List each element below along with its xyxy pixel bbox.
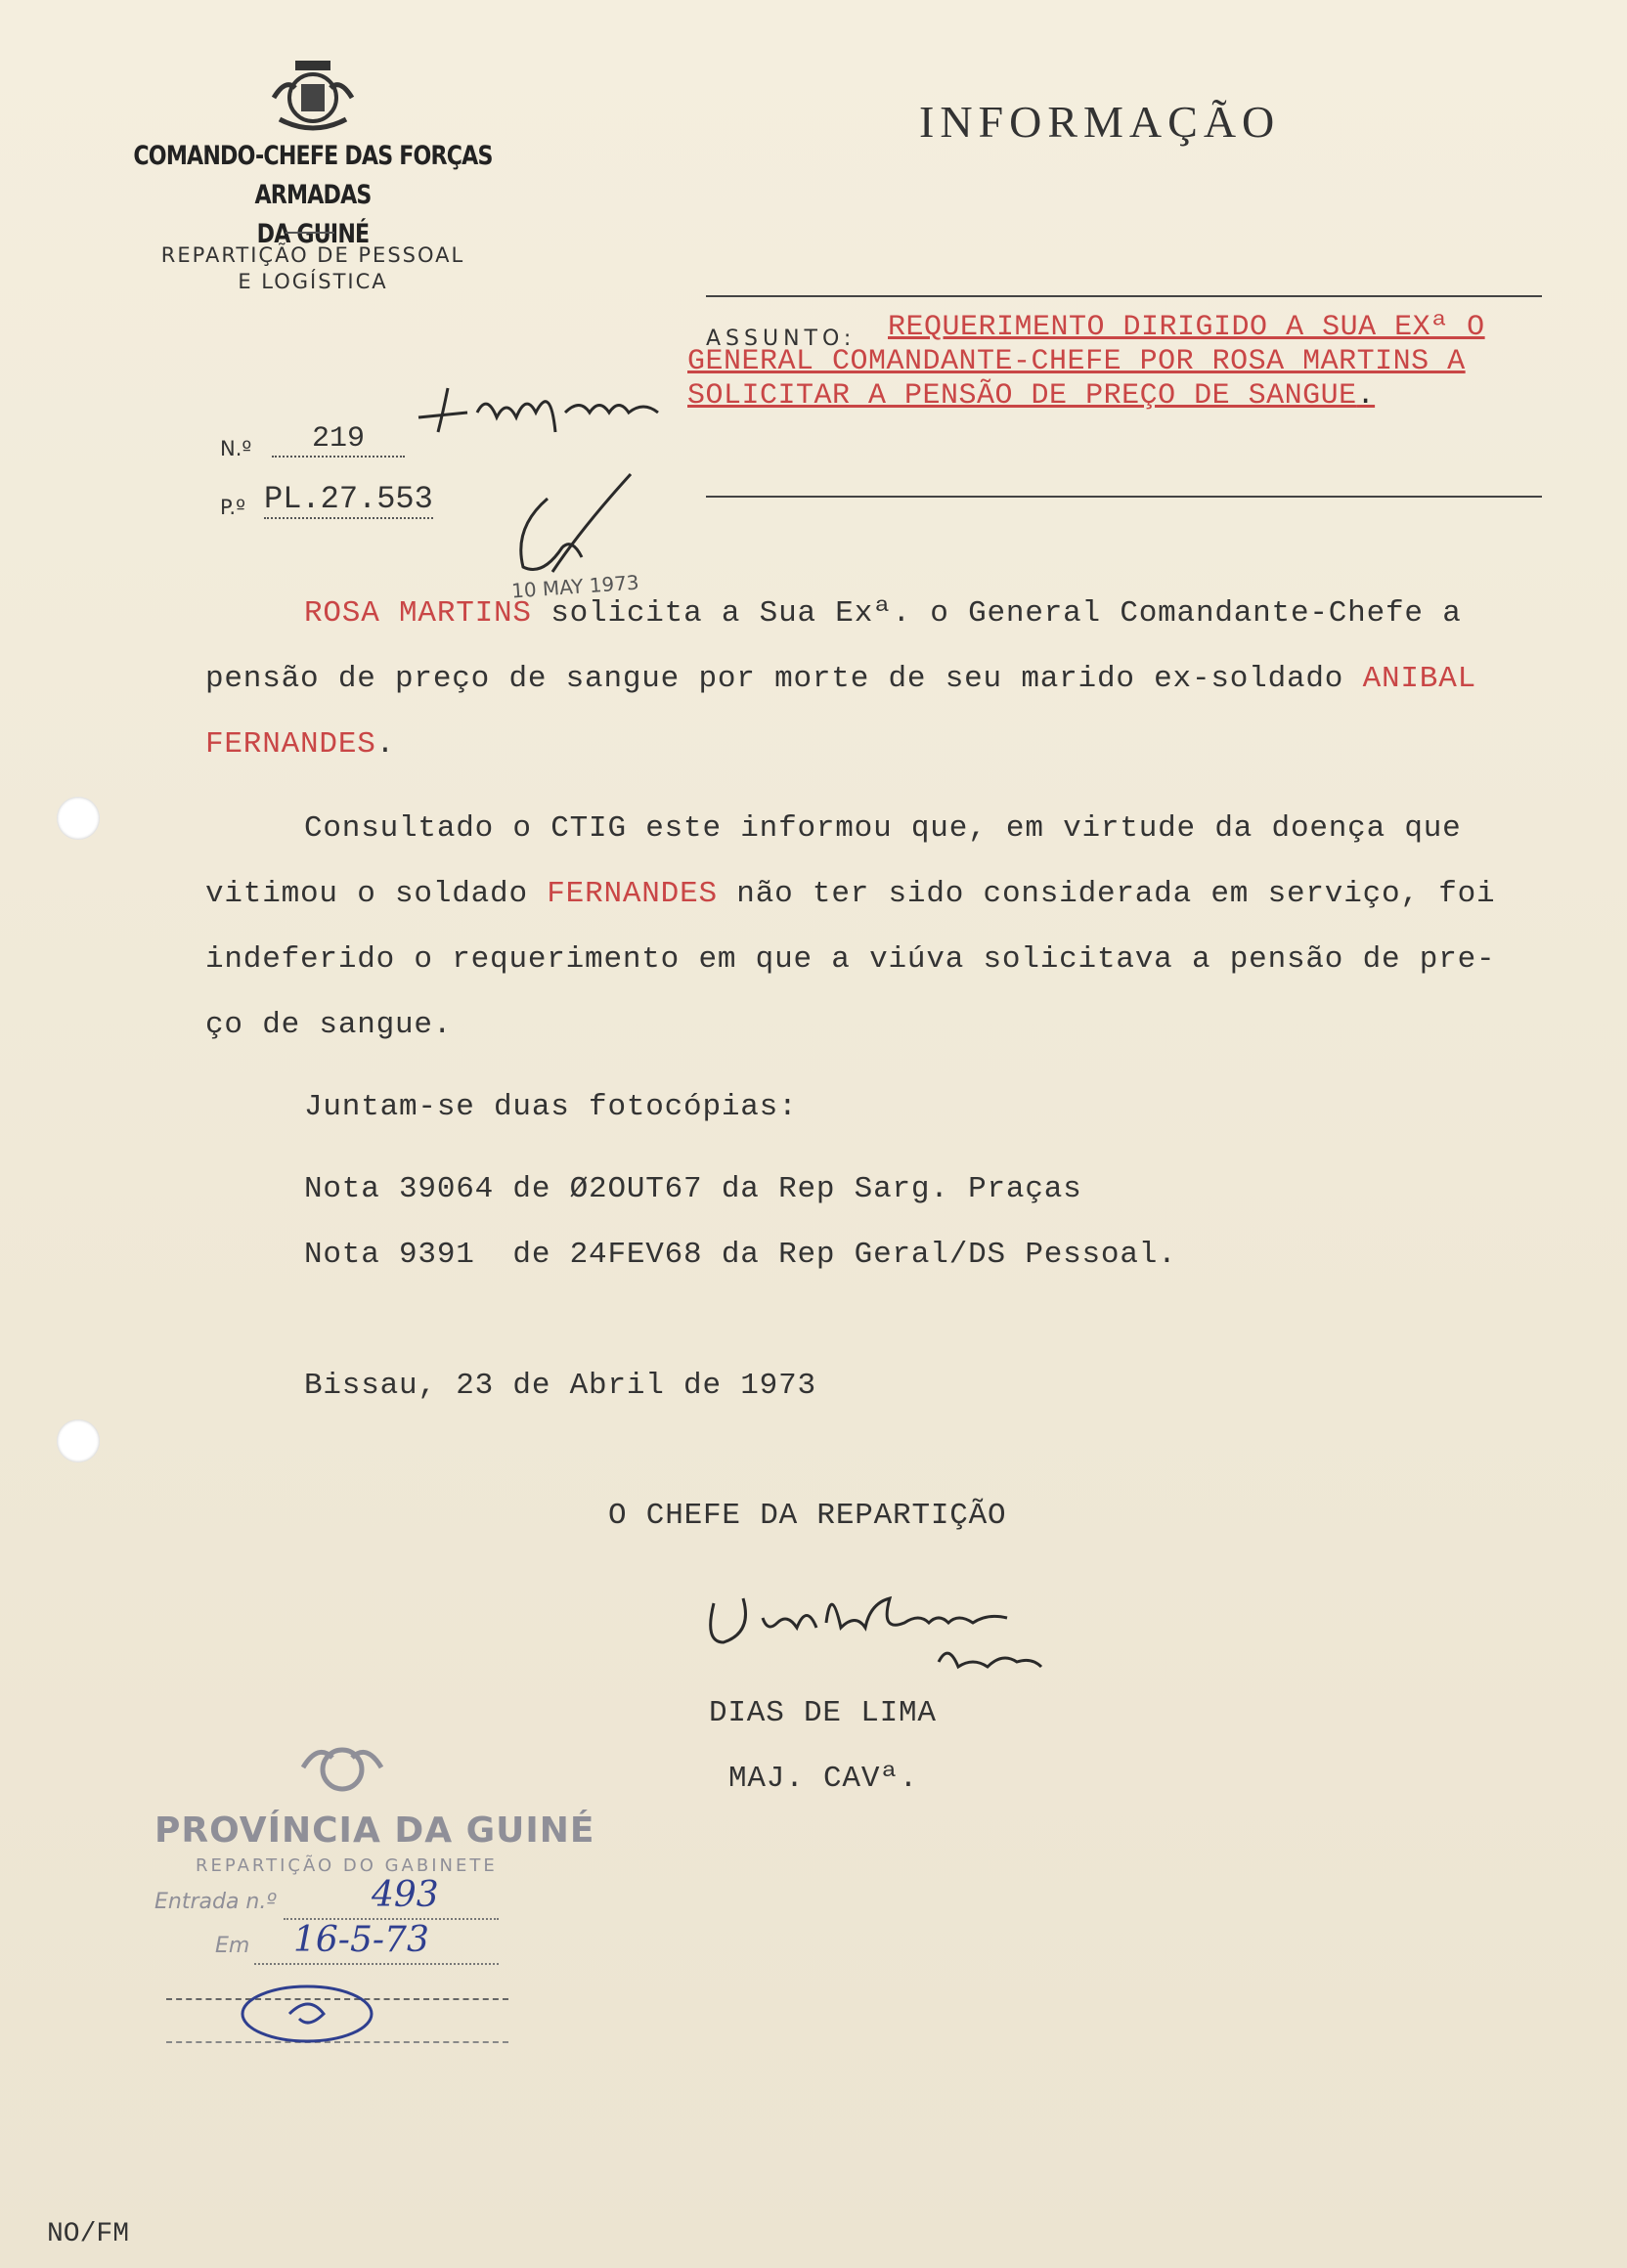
handwritten-initials: [494, 469, 640, 587]
punch-hole: [57, 797, 100, 840]
letterhead-department: REPARTIÇÃO DE PESSOAL E LOGÍSTICA: [160, 243, 465, 293]
stamp-entry-value: 493: [372, 1875, 439, 1915]
stamp-title: PROVÍNCIA DA GUINÉ: [154, 1810, 595, 1851]
stamp-entry-label: Entrada n.º: [154, 1890, 277, 1914]
subject-line-2: GENERAL COMANDANTE-CHEFE POR ROSA MARTINS A: [687, 345, 1466, 378]
body-line: ROSA MARTINS solicita a Sua Exª. o General Comandante-Chefe a: [304, 596, 1462, 631]
coat-of-arms-icon: [266, 59, 360, 137]
process-label: P.º: [220, 496, 245, 519]
number-value: 219: [272, 422, 405, 458]
signatory-role: O CHEFE DA REPARTIÇÃO: [608, 1499, 1007, 1533]
subject-bottom-rule: [706, 496, 1542, 498]
attachments-intro: Juntam-se duas fotocópias:: [304, 1090, 798, 1124]
subject-line-3: SOLICITAR A PENSÃO DE PREÇO DE SANGUE: [687, 379, 1357, 413]
attachment-note-2: Nota 9391 de 24FEV68 da Rep Geral/DS Pessoal.: [304, 1238, 1177, 1272]
page-title: INFORMAÇÃO: [919, 97, 1281, 147]
body-line: Consultado o CTIG este informou que, em virtude da doença que: [304, 811, 1462, 846]
subject-top-rule: [706, 295, 1542, 297]
signatory-name: DIAS DE LIMA: [709, 1696, 937, 1730]
received-date-stamp: 10 MAY 1973: [510, 570, 640, 603]
signature-image: [694, 1574, 1105, 1691]
place-date: Bissau, 23 de Abril de 1973: [304, 1369, 816, 1403]
number-label: N.º: [220, 437, 252, 460]
stamp-date-value: 16-5-73: [293, 1920, 429, 1960]
stamp-crest-icon: [293, 1738, 391, 1797]
body-line: ço de sangue.: [205, 1008, 453, 1042]
stamp-date-label: Em: [215, 1934, 250, 1958]
subject-line-1: REQUERIMENTO DIRIGIDO A SUA EXª O: [888, 311, 1485, 344]
body-line: vitimou o soldado FERNANDES não ter sido considerada em serviço, foi: [205, 877, 1496, 911]
punch-hole: [57, 1419, 100, 1462]
stamp-subtitle: REPARTIÇÃO DO GABINETE: [196, 1855, 498, 1876]
body-line: FERNANDES.: [205, 727, 396, 762]
letterhead-command: COMANDO-CHEFE DAS FORÇAS ARMADAS DA GUINÉ: [133, 141, 493, 249]
subject-end: .: [1356, 379, 1376, 413]
signatory-rank: MAJ. CAVª.: [728, 1762, 919, 1796]
body-line: indeferido o requerimento em que a viúva solicitava a pensão de pre-: [205, 942, 1496, 977]
handwritten-note: [409, 373, 682, 442]
process-value: PL.27.553: [264, 481, 433, 517]
subject-text: [687, 311, 1567, 414]
stamp-date-rule: [254, 1963, 499, 1965]
attachment-note-1: Nota 39064 de Ø2OUT67 da Rep Sarg. Praças: [304, 1172, 1082, 1206]
body-line: pensão de preço de sangue por morte de seu marido ex-soldado ANIBAL: [205, 662, 1477, 696]
letterhead-divider: [286, 232, 334, 234]
subject-label: ASSUNTO:: [706, 327, 857, 351]
footer-reference: NO/FM: [47, 2219, 130, 2249]
stamp-initials: [231, 1975, 387, 2053]
